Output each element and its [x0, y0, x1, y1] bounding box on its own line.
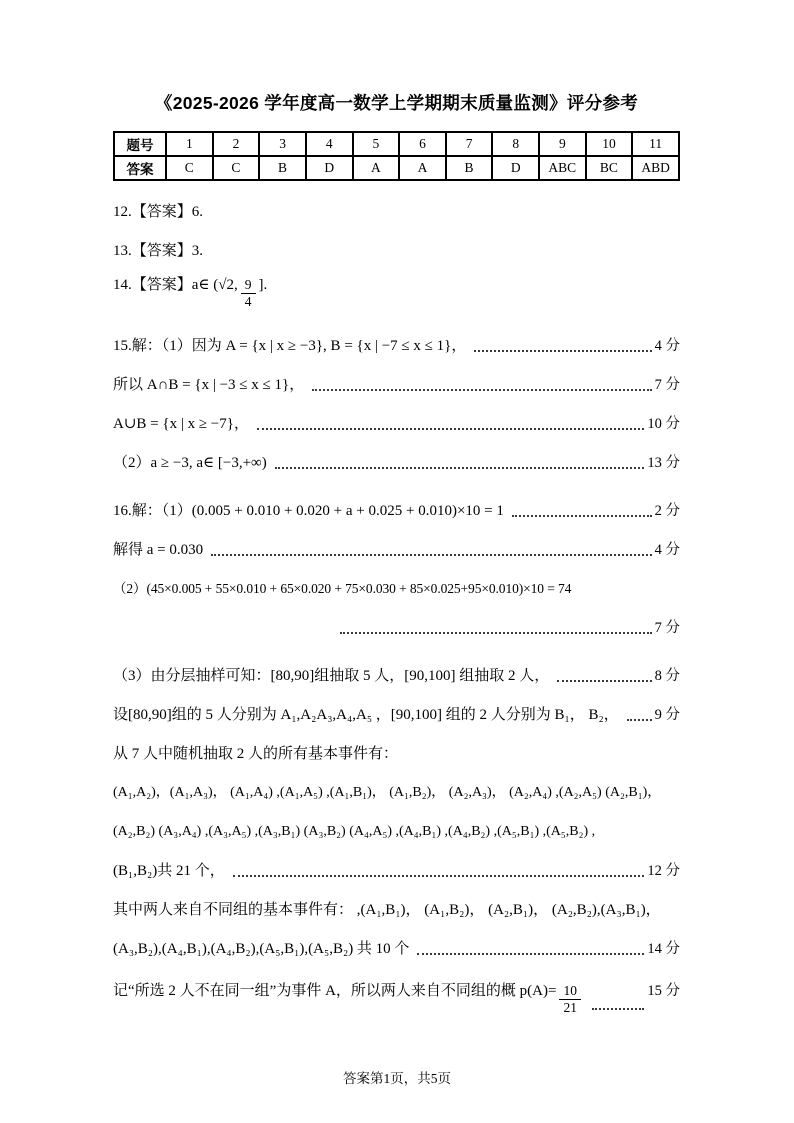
answer-cell: ABD [632, 156, 679, 180]
q16-final-line [113, 980, 680, 1015]
fraction-numerator: 9 [244, 277, 252, 292]
table-row-question-numbers [114, 132, 679, 156]
q15-line-1 [113, 335, 680, 357]
fraction-denominator: 4 [241, 293, 256, 310]
answer-cell: B [446, 156, 493, 180]
q16-line-10 [113, 860, 680, 882]
score-label: 4 分 [654, 338, 680, 355]
page-title: 《2025-2026 学年度高一数学上学期期末质量监测》评分参考 [154, 93, 639, 113]
dotted-leader [557, 680, 651, 682]
answer-cell: C [213, 156, 260, 180]
q16-line-4 [113, 617, 680, 639]
fraction-numerator: 10 [563, 983, 577, 999]
score-label: 10 分 [647, 416, 680, 433]
q12-answer-line [113, 201, 680, 223]
question-number-cell: 3 [259, 132, 306, 156]
q15-line-3 [113, 413, 680, 435]
q16-enumeration-line-2 [113, 821, 680, 843]
line-text: A∪B = {x | x ≥ −7}， [113, 416, 249, 433]
score-label: 2 分 [654, 503, 680, 520]
dotted-leader [312, 389, 651, 391]
answer-cell: A [353, 156, 400, 180]
question-number-cell: 10 [586, 132, 633, 156]
fraction-denominator: 21 [559, 999, 581, 1016]
score-label: 7 分 [654, 620, 680, 637]
dotted-leader [211, 554, 652, 556]
answer-table [113, 131, 680, 181]
q16-line-2 [113, 539, 680, 561]
line-text: （2）(45×0.005 + 55×0.010 + 65×0.020 + 75×0.030 + 85×0.025+95×0.010)×10 = 74 [113, 581, 572, 597]
q14-fraction [241, 277, 256, 309]
line-text: （2）a ≥ −3, a∈ [−3,+∞) [113, 455, 267, 472]
q16-line-5 [113, 665, 680, 687]
q16-line-7 [113, 743, 680, 765]
question-number-cell: 11 [632, 132, 679, 156]
score-label: 4 分 [654, 542, 680, 559]
dotted-leader [627, 719, 652, 721]
q14-text-pre: 14.【答案】a∈ (√2, [113, 277, 238, 293]
line-text: (A₃,B₂),(A₄,B₁),(A₄,B₂),(A₅,B₁),(A₅,B₂) 共 10 个 [113, 941, 410, 958]
line-text: 16.解：（1）(0.005 + 0.010 + 0.020 + a + 0.025 + 0.010)×10 = 1 [113, 503, 504, 520]
question-number-cell: 6 [399, 132, 446, 156]
q14-answer-line [113, 274, 680, 309]
line-text: 15.解：（1）因为 A = {x | x ≥ −3}, B = {x | −7 ≤ x ≤ 1}， [113, 338, 467, 355]
question-number-cell: 7 [446, 132, 493, 156]
line-text: (A₁,A₂)，(A₁,A₃)， (A₁,A₄) ,(A₁,A₅) ,(A₁,B₁)， (A₁,B₂)， (A₂,A₃)， (A₂,A₄) ,(A₂,A₅) (A₂,B₁)， [113, 785, 662, 801]
table-row-answers [114, 156, 679, 180]
line-text: 设[80,90]组的 5 人分别为 A₁,A₂A₃,A₄,A₅ ，[90,100] 组的 2 人分别为 B₁， B₂， [113, 707, 619, 724]
answer-cell: D [306, 156, 353, 180]
q16-line-12 [113, 938, 680, 960]
dotted-leader [592, 1008, 644, 1010]
q16-line-3 [113, 578, 680, 600]
answer-cell: D [492, 156, 539, 180]
score-label: 15 分 [647, 983, 680, 1000]
score-label: 8 分 [654, 668, 680, 685]
q12-text: 12.【答案】6. [113, 204, 204, 220]
q13-text: 13.【答案】3. [113, 243, 204, 259]
page-footer: 答案第1页，共5页 [343, 1071, 451, 1086]
score-label: 14 分 [647, 941, 680, 958]
dotted-leader [474, 350, 651, 352]
question-number-header: 题号 [114, 132, 166, 156]
answer-cell: BC [586, 156, 633, 180]
score-label: 12 分 [647, 863, 680, 880]
question-number-cell: 2 [213, 132, 260, 156]
q16-line-1 [113, 500, 680, 522]
score-label: 7 分 [654, 377, 680, 394]
question-number-cell: 1 [166, 132, 213, 156]
question-number-cell: 9 [539, 132, 586, 156]
score-label: 13 分 [647, 455, 680, 472]
q15-line-4 [113, 452, 680, 474]
line-text: 记“所选 2 人不在同一组”为事件 A，所以两人来自不同组的概 p(A)= [113, 983, 557, 1000]
dotted-leader [512, 515, 652, 517]
answer-cell: B [259, 156, 306, 180]
dotted-leader [257, 428, 644, 430]
question-number-cell: 8 [492, 132, 539, 156]
q16-enumeration-line-1 [113, 782, 680, 804]
answer-cell: C [166, 156, 213, 180]
line-text: 其中两人来自不同组的基本事件有： ,(A₁,B₁)， (A₁,B₂)， (A₂,B₁)， (A₂,B₂),(A₃,B₁)， [113, 902, 661, 919]
line-text: 从 7 人中随机抽取 2 人的所有基本事件有： [113, 746, 399, 763]
line-text: （3）由分层抽样可知：[80,90]组抽取 5 人，[90,100] 组抽取 2 人， [113, 668, 550, 685]
q15-line-2 [113, 374, 680, 396]
q16-line-6 [113, 704, 680, 726]
q16-line-11 [113, 899, 680, 921]
dotted-leader [417, 953, 644, 955]
line-text: 所以 A∩B = {x | −3 ≤ x ≤ 1}， [113, 377, 305, 394]
line-text: (B₁,B₂)共 21 个， [113, 863, 225, 880]
dotted-leader [233, 875, 645, 877]
score-label: 9 分 [654, 707, 680, 724]
q14-text-post: ]. [258, 277, 268, 293]
answer-header: 答案 [114, 156, 166, 180]
line-text: 解得 a = 0.030 [113, 542, 204, 559]
dotted-leader [340, 632, 652, 634]
q13-answer-line [113, 240, 680, 262]
question-number-cell: 4 [306, 132, 353, 156]
question-number-cell: 5 [353, 132, 400, 156]
dotted-leader [275, 467, 645, 469]
probability-fraction [559, 983, 581, 1015]
answer-cell: A [399, 156, 446, 180]
line-text: (A₂,B₂) (A₃,A₄) ,(A₃,A₅) ,(A₃,B₁) (A₃,B₂) (A₄,A₅) ,(A₄,B₁) ,(A₄,B₂) ,(A₅,B₁) ,(A₅,B₂) , [113, 824, 596, 840]
answer-cell: ABC [539, 156, 586, 180]
